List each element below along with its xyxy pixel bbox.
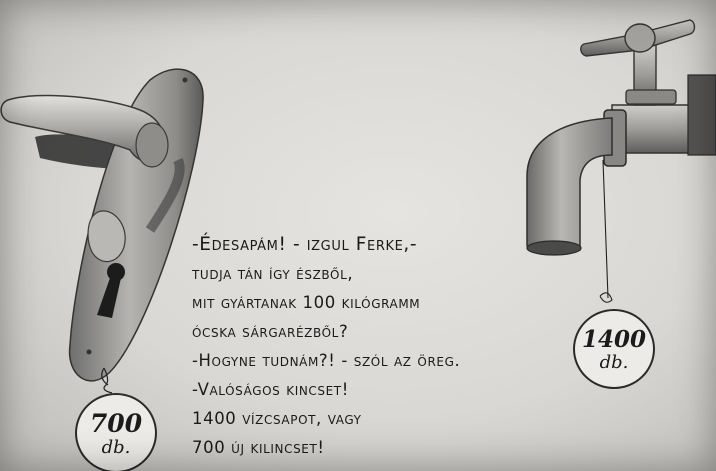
poem-line: 700 új kilincset! [192, 438, 325, 457]
poem-line: ócska sárgarézből? [192, 322, 349, 341]
tag-count: 1400 [581, 326, 646, 353]
poem-line: -Valóságos kincset! [192, 380, 349, 399]
tag-unit: db. [101, 437, 131, 458]
poem-line: -Hogyne tudnám?! - szól az öreg. [192, 351, 461, 370]
tag-count: 700 [89, 409, 143, 438]
poem-line: 1400 vízcsapot, vagy [192, 409, 362, 428]
water-tap-count-tag [573, 309, 655, 389]
tag-unit: db. [599, 352, 629, 373]
poem-line: -Édesapám! - izgul Ferke,- [192, 234, 418, 255]
poem-text [192, 230, 582, 462]
poem-line: tudja tán így észből, [192, 264, 354, 283]
door-handle-count-tag [75, 393, 157, 471]
door-handle-icon [1, 69, 203, 393]
poem-line: mit gyártanak 100 kilógramm [192, 293, 421, 312]
